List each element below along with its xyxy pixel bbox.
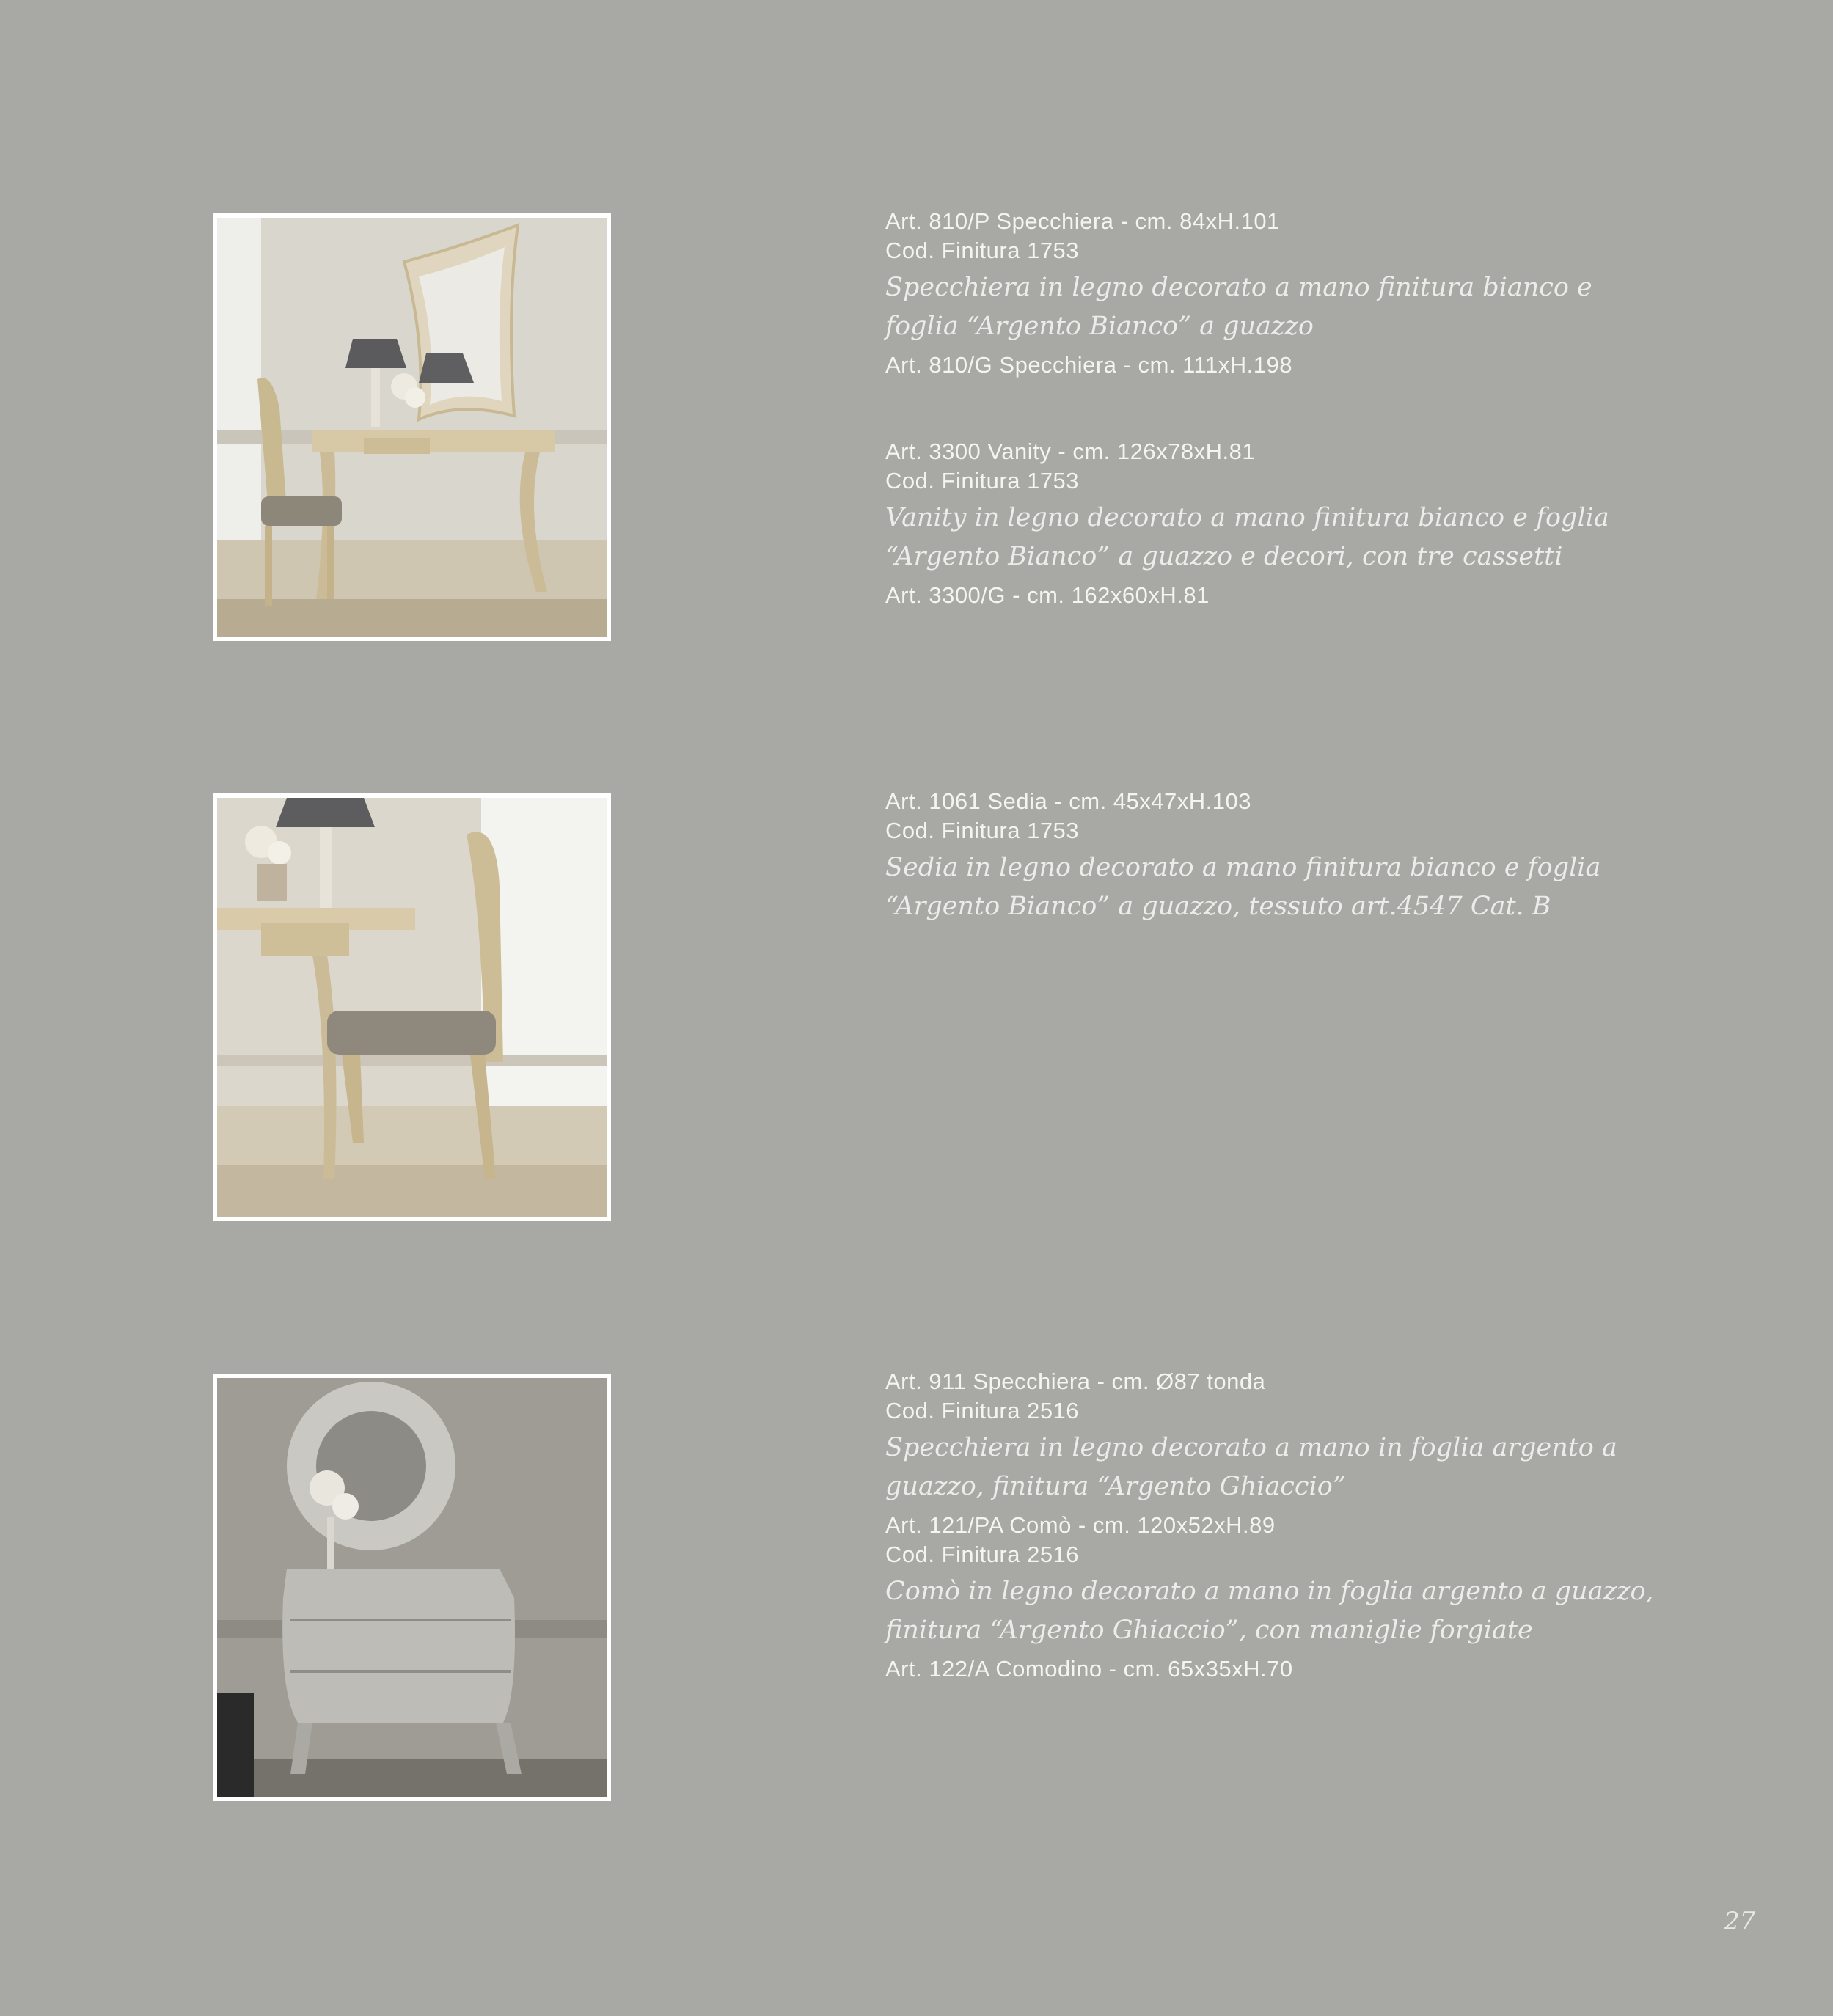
mirror-variant: Art. 810/G Specchiera - cm. 111xH.198 <box>885 352 1292 378</box>
chest-description: Comò in legno decorato a mano in foglia argento a guazzo, finitura “Argento Ghiaccio”, con maniglie forgiate <box>885 1577 1654 1645</box>
page-number: 27 <box>1724 1907 1756 1936</box>
round-mirror-finish-code: Cod. Finitura 2516 <box>885 1398 1080 1423</box>
chair-finish-code: Cod. Finitura 1753 <box>885 818 1080 843</box>
mirror-finish-code: Cod. Finitura 1753 <box>885 238 1080 263</box>
round-mirror-article-title: Art. 911 Specchiera - cm. Ø87 tonda <box>885 1368 1266 1394</box>
vanity-article-title: Art. 3300 Vanity - cm. 126x78xH.81 <box>885 439 1256 464</box>
product-group-3 <box>885 1367 1655 1684</box>
product-group-2 <box>885 787 1655 931</box>
vanity-mirror-photo <box>213 213 611 641</box>
mirror-article-title: Art. 810/P Specchiera - cm. 84xH.101 <box>885 208 1280 234</box>
mirror-chest-photo <box>213 1374 611 1801</box>
chair-description: Sedia in legno decorato a mano finitura bianco e foglia “Argento Bianco” a guazzo, tessuto art.4547 Cat. B <box>885 853 1601 921</box>
chair-article-title: Art. 1061 Sedia - cm. 45x47xH.103 <box>885 788 1251 814</box>
chest-article-title: Art. 121/PA Comò - cm. 120x52xH.89 <box>885 1512 1276 1538</box>
vanity-variant: Art. 3300/G - cm. 162x60xH.81 <box>885 582 1210 608</box>
chair-photo <box>213 793 611 1221</box>
mirror-description: Specchiera in legno decorato a mano finitura bianco e foglia “Argento Bianco” a guazzo <box>885 273 1592 341</box>
round-mirror-description: Specchiera in legno decorato a mano in foglia argento a guazzo, finitura “Argento Ghiaccio” <box>885 1433 1617 1501</box>
nightstand-variant: Art. 122/A Comodino - cm. 65x35xH.70 <box>885 1656 1293 1682</box>
chest-finish-code: Cod. Finitura 2516 <box>885 1542 1080 1567</box>
product-group-1 <box>885 207 1655 610</box>
vanity-finish-code: Cod. Finitura 1753 <box>885 468 1080 494</box>
vanity-description: Vanity in legno decorato a mano finitura bianco e foglia “Argento Bianco” a guazzo e decori, con tre cassetti <box>885 503 1609 571</box>
